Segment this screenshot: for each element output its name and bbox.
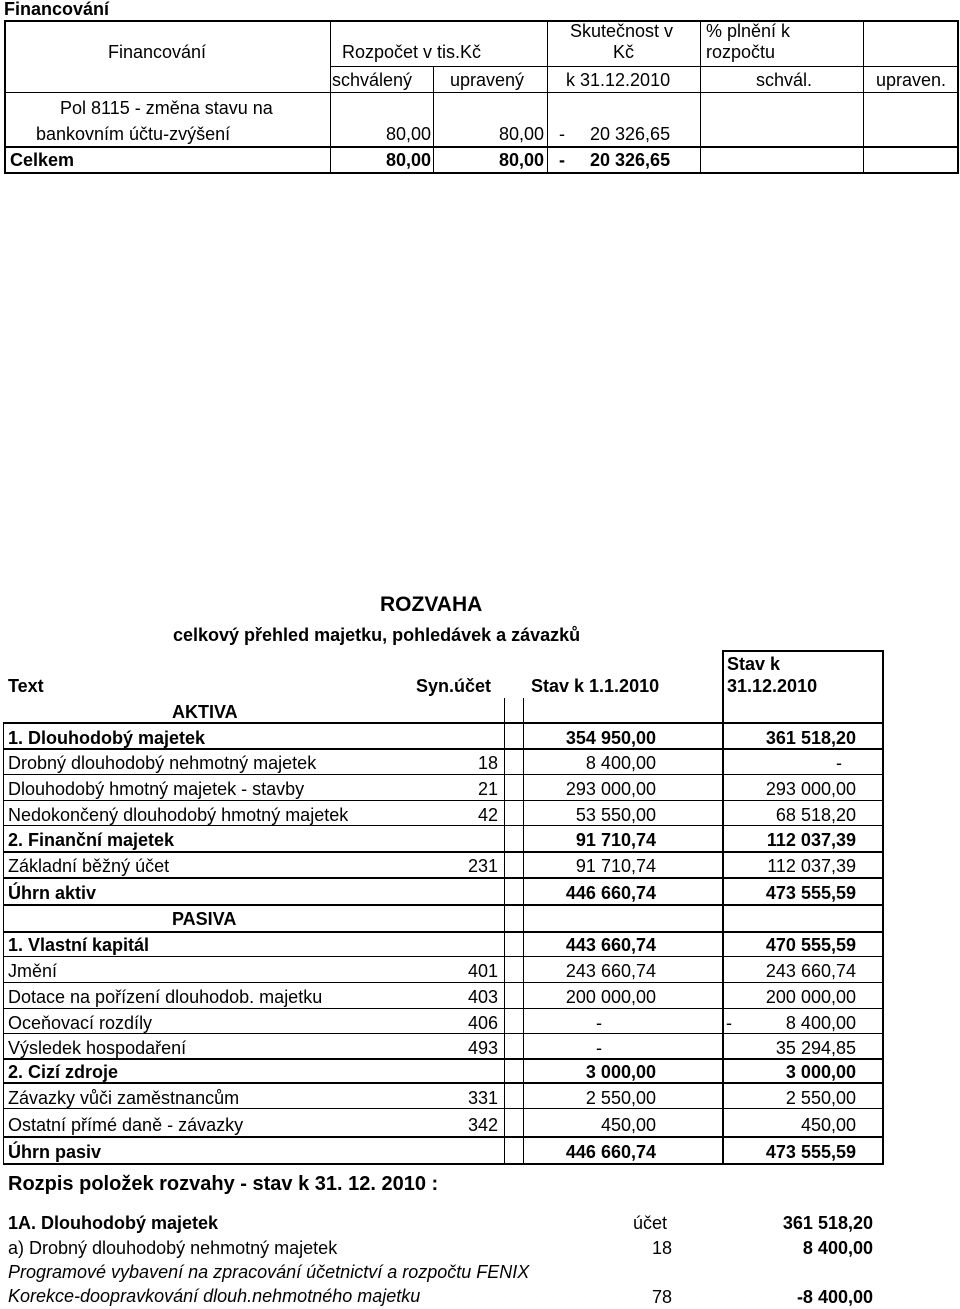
row-start: 243 660,74	[565, 961, 656, 981]
row-text: 2. Cizí zdroje	[8, 1062, 119, 1082]
divider	[3, 956, 884, 957]
divider	[3, 825, 884, 826]
row-text: Základní běžný účet	[8, 856, 170, 876]
hdr-stav-end-2: 31.12.2010	[727, 676, 818, 696]
sub-schvaleny: schválený	[332, 70, 413, 90]
row-end: 2 550,00	[785, 1088, 856, 1108]
row-start: 450,00	[600, 1115, 656, 1135]
sub-upraveny: upravený	[450, 70, 525, 90]
row-text: Oceňovací rozdíly	[8, 1013, 153, 1033]
row1-schvaleny: 80,00	[385, 124, 431, 144]
row-ucet: 42	[477, 805, 498, 825]
row-ucet: 406	[467, 1013, 498, 1033]
row-start: 2 550,00	[585, 1088, 656, 1108]
row-end: 112 037,39	[767, 856, 856, 876]
row-ucet: 21	[477, 779, 498, 799]
divider	[3, 931, 884, 933]
rozpis-item-a-label: a) Drobný dlouhodobý nehmotný majetek	[8, 1238, 338, 1258]
divider	[3, 800, 884, 801]
row-start: -	[596, 1038, 602, 1058]
row-start: 91 710,74	[575, 856, 656, 876]
total-label: Celkem	[10, 150, 75, 170]
rozpis-note2-label: Korekce-doopravkování dlouh.nehmotného majetku	[8, 1286, 421, 1306]
row-text: Jmění	[8, 961, 58, 981]
total-skutecnost: 20 326,65	[590, 150, 671, 170]
divider	[3, 877, 884, 879]
divider	[722, 650, 724, 1163]
sub-k-datu: k 31.12.2010	[566, 70, 671, 90]
row-start: 446 660,74	[565, 1142, 656, 1162]
row1-label-1: Pol 8115 - změna stavu na	[60, 98, 273, 118]
divider	[3, 1136, 884, 1138]
sub-upraven: upraven.	[876, 70, 947, 90]
divider	[4, 92, 959, 93]
row-ucet: 331	[467, 1088, 498, 1108]
divider	[3, 1163, 884, 1165]
row-start: 53 550,00	[575, 805, 656, 825]
rozvaha-title: ROZVAHA	[380, 593, 483, 616]
rozpis-title: Rozpis položek rozvahy - stav k 31. 12. 2010 :	[8, 1173, 439, 1195]
pasiva-label: PASIVA	[172, 909, 237, 929]
row1-label-2: bankovním účtu-zvýšení	[36, 124, 231, 144]
row-text: Závazky vůči zaměstnancům	[8, 1088, 240, 1108]
row-end: 470 555,59	[765, 935, 856, 955]
divider	[3, 851, 884, 853]
rozpis-item-a-ucet: 18	[652, 1238, 673, 1258]
row-ucet: 231	[467, 856, 498, 876]
row-end: 8 400,00	[785, 1013, 856, 1033]
row-ucet: 493	[467, 1038, 498, 1058]
col-financovani: Financování	[108, 42, 207, 62]
row-text: Úhrn pasiv	[8, 1142, 102, 1162]
divider	[3, 1058, 884, 1060]
hdr-syn-ucet: Syn.účet	[416, 676, 492, 696]
row-end: 68 518,20	[775, 805, 856, 825]
row-text: Výsledek hospodaření	[8, 1038, 187, 1058]
row-text: 1. Dlouhodobý majetek	[8, 728, 206, 748]
divider	[3, 1082, 884, 1084]
row-end: 200 000,00	[765, 987, 856, 1007]
row-text: Úhrn aktiv	[8, 883, 97, 903]
row-ucet: 401	[467, 961, 498, 981]
divider	[330, 66, 959, 67]
row-end: 450,00	[800, 1115, 856, 1135]
col-skutecnost-1: Skutečnost v	[570, 21, 674, 41]
divider	[4, 146, 959, 148]
section-title: Financování	[4, 0, 110, 19]
row-ucet: 18	[477, 753, 498, 773]
row-end: 473 555,59	[765, 883, 856, 903]
rozpis-note2-ucet: 78	[652, 1287, 673, 1307]
hdr-stav-start: Stav k 1.1.2010	[531, 676, 660, 696]
row-start: 354 950,00	[565, 728, 656, 748]
row-end: 243 660,74	[765, 961, 856, 981]
rozpis-section-value: 361 518,20	[782, 1213, 873, 1233]
col-rozpocet: Rozpočet v tis.Kč	[342, 42, 482, 62]
col-skutecnost-2: Kč	[613, 42, 635, 62]
rozvaha-subtitle: celkový přehled majetku, pohledávek a závazků	[173, 625, 581, 645]
row-start: 200 000,00	[565, 987, 656, 1007]
divider	[3, 1108, 884, 1109]
divider	[3, 774, 884, 775]
row1-dash: -	[559, 124, 565, 144]
row-start: 293 000,00	[565, 779, 656, 799]
divider	[3, 982, 884, 983]
divider	[3, 748, 884, 750]
divider	[863, 20, 864, 174]
row-end: 3 000,00	[785, 1062, 856, 1082]
divider	[3, 1008, 884, 1009]
row-start: 8 400,00	[585, 753, 656, 773]
row-ucet: 403	[467, 987, 498, 1007]
row-start: 91 710,74	[575, 830, 656, 850]
row1-skutecnost: 20 326,65	[590, 124, 671, 144]
row-text: Dotace na pořízení dlouhodob. majetku	[8, 987, 323, 1007]
row-text: 2. Finanční majetek	[8, 830, 175, 850]
total-upraveny: 80,00	[498, 150, 544, 170]
divider	[3, 722, 4, 1163]
hdr-text: Text	[8, 676, 44, 696]
sub-schval: schvál.	[756, 70, 813, 90]
row1-upraveny: 80,00	[498, 124, 544, 144]
row-end: 293 000,00	[765, 779, 856, 799]
row-start: -	[596, 1013, 602, 1033]
rozpis-note2-value: -8 400,00	[796, 1287, 873, 1307]
row-text: Drobný dlouhodobý nehmotný majetek	[8, 753, 317, 773]
row-end: 35 294,85	[775, 1038, 856, 1058]
rozpis-note1: Programové vybavení na zpracování účetnictví a rozpočtu FENIX	[8, 1262, 530, 1282]
row-text: Nedokončený dlouhodobý hmotný majetek	[8, 805, 349, 825]
total-dash: -	[559, 150, 565, 170]
divider	[700, 20, 701, 174]
divider	[722, 650, 884, 652]
row-start: 446 660,74	[565, 883, 656, 903]
row-text: Dlouhodobý hmotný majetek - stavby	[8, 779, 305, 799]
divider	[3, 722, 884, 724]
row-end: 112 037,39	[766, 830, 856, 850]
row-end-dash: -	[726, 1013, 732, 1033]
row-end: -	[836, 753, 842, 773]
total-schvaleny: 80,00	[385, 150, 431, 170]
divider	[3, 904, 884, 906]
rozpis-section-label: 1A. Dlouhodobý majetek	[8, 1213, 219, 1233]
col-plneni-1: % plnění k	[706, 21, 791, 41]
hdr-stav-end-1: Stav k	[727, 654, 781, 674]
row-text: 1. Vlastní kapitál	[8, 935, 150, 955]
row-start: 443 660,74	[565, 935, 656, 955]
rozpis-ucet-label: účet	[633, 1213, 668, 1233]
row-start: 3 000,00	[585, 1062, 656, 1082]
row-ucet: 342	[467, 1115, 498, 1135]
aktiva-label: AKTIVA	[172, 702, 238, 722]
divider	[547, 20, 548, 174]
row-end: 361 518,20	[765, 728, 856, 748]
divider	[882, 650, 884, 1163]
row-text: Ostatní přímé daně - závazky	[8, 1115, 244, 1135]
rozpis-item-a-value: 8 400,00	[802, 1238, 873, 1258]
divider	[3, 1033, 884, 1034]
col-plneni-2: rozpočtu	[706, 42, 776, 62]
row-end: 473 555,59	[765, 1142, 856, 1162]
